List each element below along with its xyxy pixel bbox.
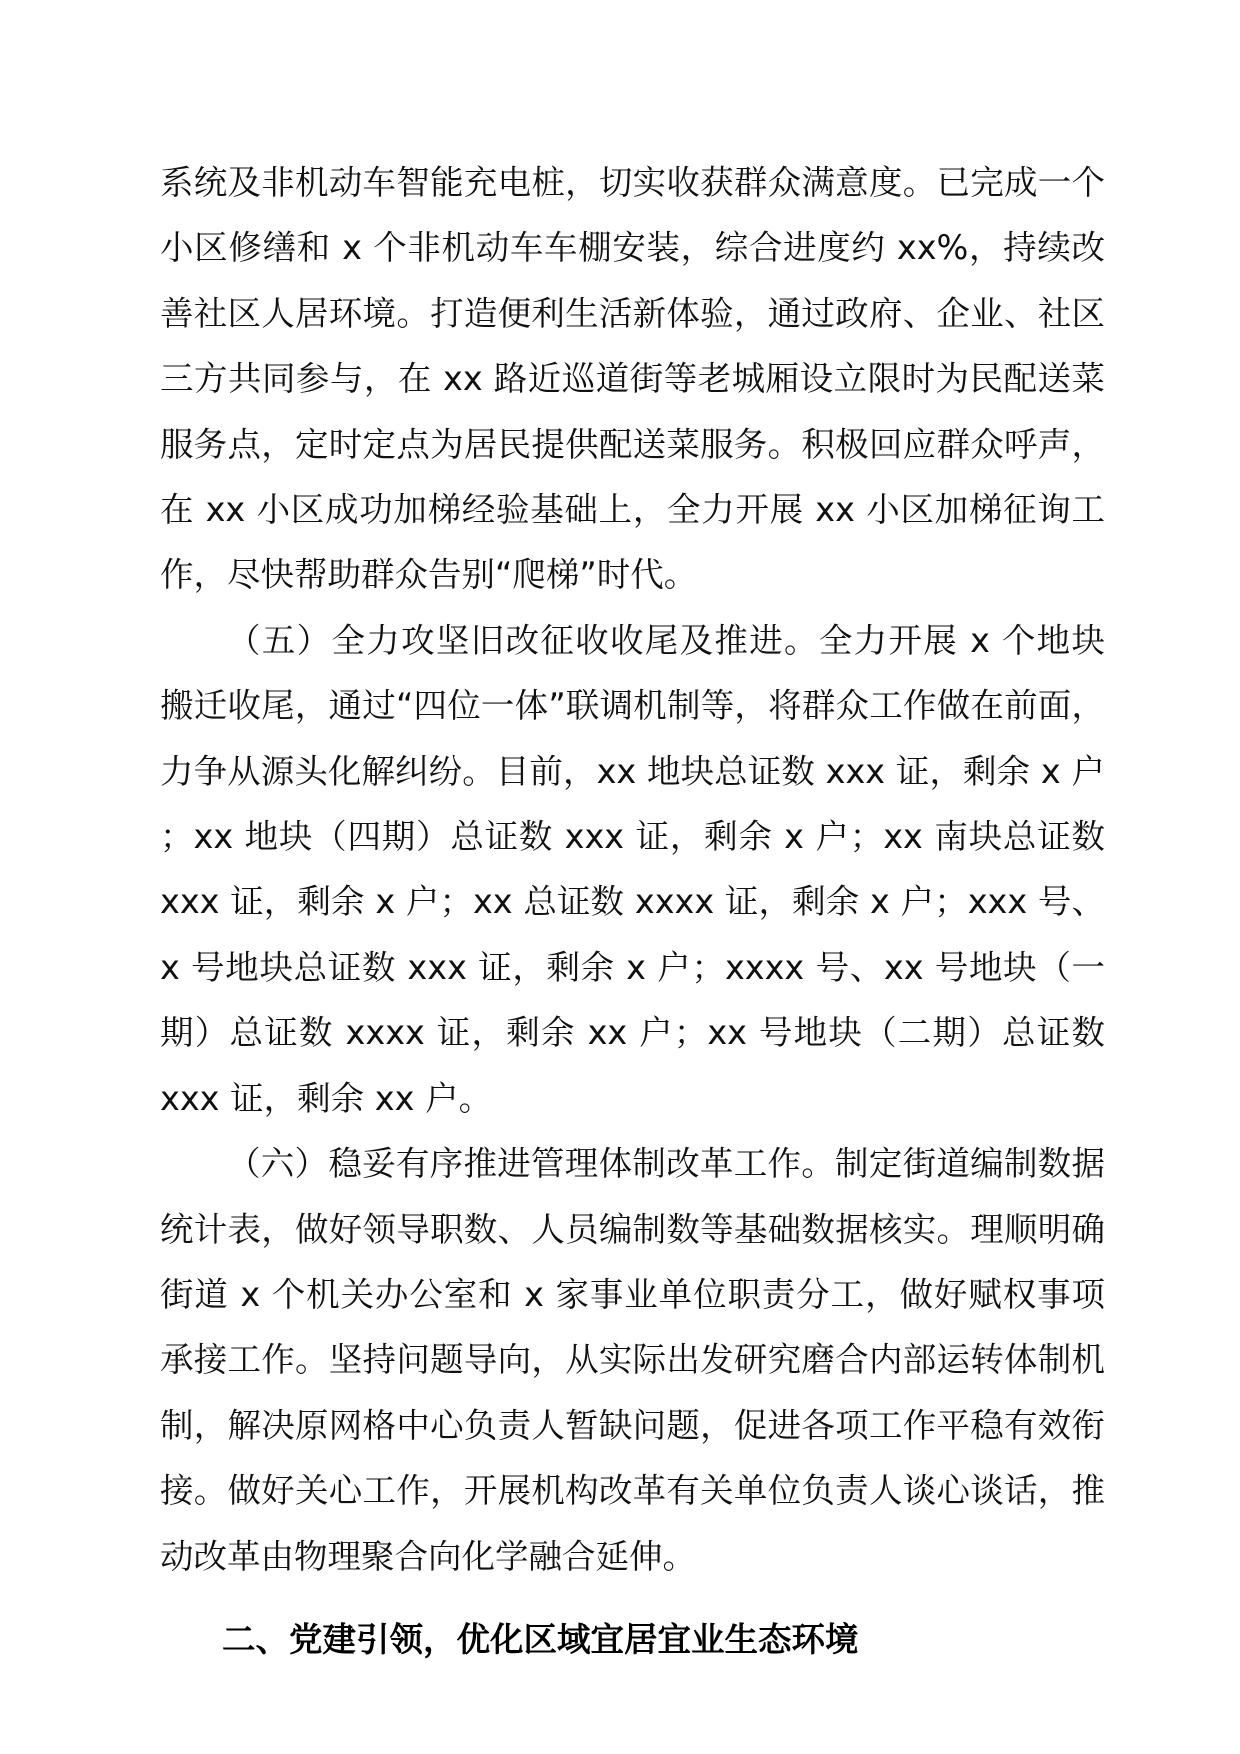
body-paragraph-section-5: （五）全力攻坚旧改征收收尾及推进。全力开展 x 个地块搬迁收尾，通过“四位一体”联调机制等，将群众工作做在前面，力争从源头化解纠纷。目前，xx 地块总证数 xxx 证，剩余 x 户；xx 地块（四期）总证数 xxx 证，剩余 x 户；xx 南块总证数 xxx 证，剩余 x 户；xx 总证数 xxxx 证，剩余 x 户；xxx 号、x 号地块总证数 xxx 证，剩余 x 户；xxxx 号、xx 号地块（一期）总证数 xxxx 证，剩余 xx 户；xx 号地块（二期）总证数 xxx 证，剩余 xx 户。 [160, 620, 1105, 1118]
body-paragraph-section-6: （六）稳妥有序推进管理体制改革工作。制定街道编制数据统计表，做好领导职数、人员编制数等基础数据核实。理顺明确街道 x 个机关办公室和 x 家事业单位职责分工，做好赋权事项承接工作。坚持问题导向，从实际出发研究磨合内部运转体制机制，解决原网格中心负责人暂缺问题，促进各项工作平稳有效衔接。做好关心工作，开展机构改革有关单位负责人谈心谈话，推动改革由物理聚合向化学融合延伸。 [160, 1144, 1105, 1576]
body-paragraph-continued: 系统及非机动车智能充电桩，切实收获群众满意度。已完成一个小区修缮和 x 个非机动车车棚安装，综合进度约 xx%，持续改善社区人居环境。打造便利生活新体验，通过政府、企业、社区三方共同参与，在 xx 路近巡道街等老城厢设立限时为民配送菜服务点，定时定点为居民提供配送菜服务。积极回应群众呼声，在 xx 小区成功加梯经验基础上，全力开展 xx 小区加梯征询工作，尽快帮助群众告别“爬梯”时代。 [160, 163, 1105, 595]
document-page [160, 150, 1105, 1672]
section-heading: 二、党建引领，优化区域宜居宜业生态环境 [222, 1619, 859, 1659]
